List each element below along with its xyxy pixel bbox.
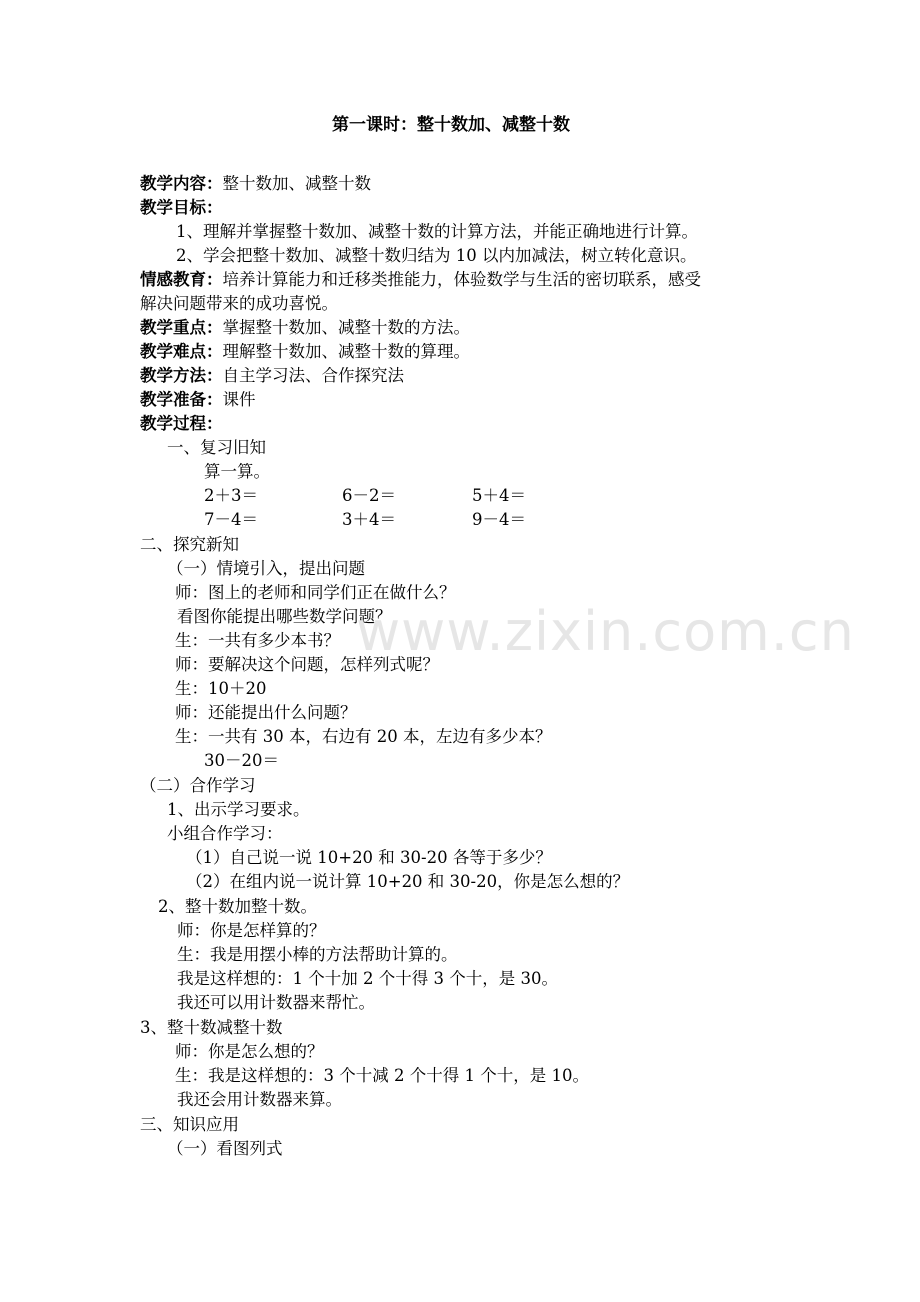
section-apply-heading: 三、知识应用 <box>140 1115 239 1134</box>
emotion-education-continuation: 解决问题带来的成功喜悦。 <box>140 294 338 313</box>
teaching-difficulty-value: 理解整十数加、减整十数的算理。 <box>222 342 470 361</box>
dialogue-line: 看图你能提出哪些数学问题？ <box>177 607 392 626</box>
teaching-preparation-row <box>140 388 256 412</box>
dialogue-line: 师：你是怎么想的？ <box>175 1042 324 1061</box>
teaching-difficulty-label: 教学难点： <box>140 342 223 361</box>
teaching-preparation-label: 教学准备： <box>140 390 223 409</box>
explore-subheading-1: （一）情境引入，提出问题 <box>167 559 365 578</box>
teaching-difficulty-row <box>140 340 470 364</box>
emotion-education-row <box>140 268 701 292</box>
section-review-heading: 一、复习旧知 <box>167 438 266 457</box>
cooperative-line: （2）在组内说一说计算 10+20 和 30-20，你是怎么想的？ <box>186 872 630 891</box>
review-exercise: 2＋3＝ <box>204 486 258 505</box>
dialogue-line: 生：一共有多少本书？ <box>175 631 340 650</box>
section-explore-heading: 二、探究新知 <box>140 535 239 554</box>
dialogue-line: 我还会用计数器来算。 <box>177 1090 342 1109</box>
review-exercise: 5＋4＝ <box>472 486 526 505</box>
teaching-key-point-label: 教学重点： <box>140 318 223 337</box>
dialogue-line: 30－20＝ <box>204 751 279 770</box>
emotion-education-value: 培养计算能力和迁移类推能力，体验数学与生活的密切联系，感受 <box>222 270 701 289</box>
review-exercise: 9－4＝ <box>472 510 526 529</box>
review-prompt: 算一算。 <box>204 462 270 481</box>
document-title: 第一课时：整十数加、减整十数 <box>332 115 570 135</box>
emotion-education-label: 情感教育： <box>140 270 223 289</box>
dialogue-line: 我是这样想的：1 个十加 2 个十得 3 个十，是 30。 <box>177 969 558 988</box>
watermark: www.zixin.com.cn <box>356 600 855 663</box>
dialogue-line: 师：图上的老师和同学们正在做什么？ <box>175 583 456 602</box>
teaching-key-point-value: 掌握整十数加、减整十数的方法。 <box>222 318 470 337</box>
teaching-method-value: 自主学习法、合作探究法 <box>222 366 404 385</box>
review-exercise: 7－4＝ <box>204 510 258 529</box>
teaching-preparation-value: 课件 <box>222 390 256 409</box>
dialogue-line: 师：还能提出什么问题？ <box>175 703 357 722</box>
teaching-method-label: 教学方法： <box>140 366 223 385</box>
dialogue-line: 生：我是用摆小棒的方法帮助计算的。 <box>177 945 458 964</box>
dialogue-line: 师：你是怎样算的？ <box>177 921 326 940</box>
dialogue-line: 生：一共有 30 本，右边有 20 本，左边有多少本？ <box>175 727 552 746</box>
cooperative-line: 1、出示学习要求。 <box>167 800 310 819</box>
dialogue-line: 生：我是这样想的：3 个十减 2 个十得 1 个十，是 10。 <box>175 1066 589 1085</box>
teaching-content-label: 教学内容： <box>140 174 223 193</box>
dialogue-line: 生：10＋20 <box>175 679 267 698</box>
cooperative-line: 小组合作学习： <box>167 824 283 843</box>
teaching-content-value: 整十数加、减整十数 <box>222 174 371 193</box>
apply-subheading-1: （一）看图列式 <box>167 1139 283 1158</box>
review-exercise: 6－2＝ <box>342 486 396 505</box>
dialogue-line: 师：要解决这个问题，怎样列式呢？ <box>175 655 439 674</box>
teaching-content-row <box>140 172 371 196</box>
dialogue-line: 我还可以用计数器来帮忙。 <box>177 993 375 1012</box>
review-exercise: 3＋4＝ <box>342 510 396 529</box>
teaching-goal-2: 2、学会把整十数加、减整十数归结为 10 以内加减法，树立转化意识。 <box>176 246 697 265</box>
teaching-process-label: 教学过程： <box>140 414 223 433</box>
teaching-goals-label: 教学目标： <box>140 198 223 217</box>
explore-subheading-2: （二）合作学习 <box>140 776 256 795</box>
part-3-heading: 3、整十数减整十数 <box>140 1018 283 1037</box>
cooperative-line: （1）自己说一说 10+20 和 30-20 各等于多少？ <box>186 848 552 867</box>
teaching-method-row <box>140 364 404 388</box>
teaching-key-point-row <box>140 316 470 340</box>
part-2-heading: 2、整十数加整十数。 <box>158 897 317 916</box>
teaching-goal-1: 1、理解并掌握整十数加、减整十数的计算方法，并能正确地进行计算。 <box>176 222 698 241</box>
